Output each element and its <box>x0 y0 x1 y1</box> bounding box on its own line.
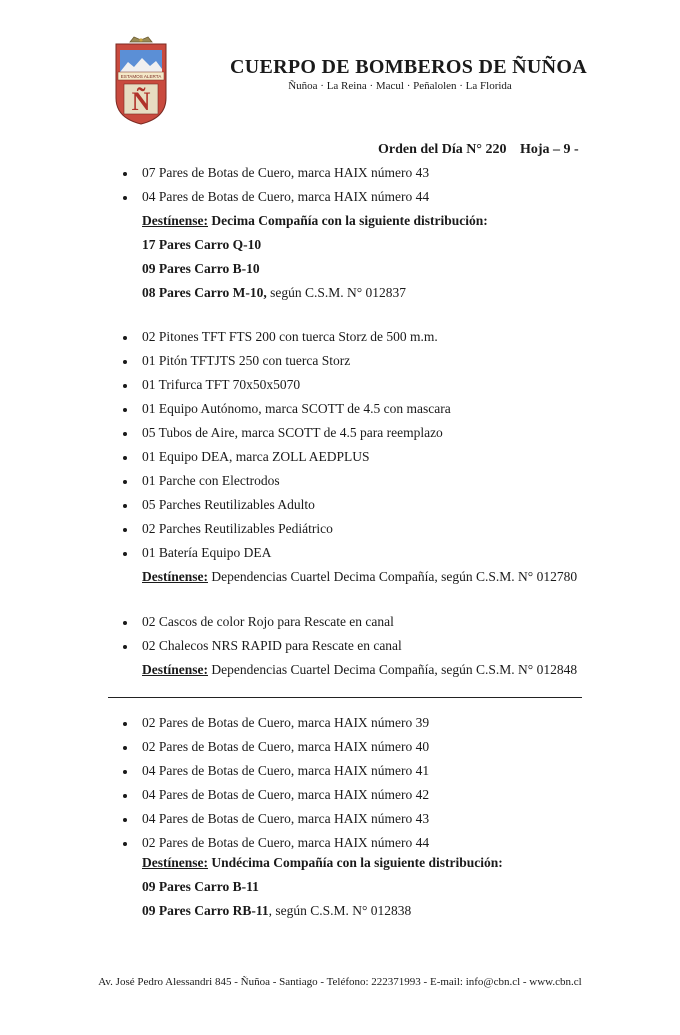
list-item: 01 Trifurca TFT 70x50x5070 <box>120 373 451 397</box>
sheet-number: Hoja – 9 - <box>520 142 579 157</box>
section1-item-list <box>120 161 429 209</box>
list-item: 07 Pares de Botas de Cuero, marca HAIX número 43 <box>120 161 429 185</box>
distribution-line: 09 Pares Carro B-10 <box>142 261 260 276</box>
list-item: 02 Pares de Botas de Cuero, marca HAIX número 40 <box>120 735 429 759</box>
distribution-line: 09 Pares Carro B-11 <box>142 879 259 894</box>
list-item: 02 Pitones TFT FTS 200 con tuerca Storz de 500 m.m. <box>120 325 451 349</box>
svg-text:Ñ: Ñ <box>131 87 151 116</box>
list-item: 01 Batería Equipo DEA <box>120 541 451 565</box>
distribution-rest: , según C.S.M. N° 012838 <box>268 903 412 918</box>
list-item: 01 Equipo Autónomo, marca SCOTT de 4.5 con mascara <box>120 397 451 421</box>
order-header <box>378 142 589 158</box>
distribution-line <box>142 899 612 923</box>
list-item: 05 Tubos de Aire, marca SCOTT de 4.5 para reemplazo <box>120 421 451 445</box>
destination-text: Dependencias Cuartel Decima Compañía, según C.S.M. N° 012780 <box>208 569 578 584</box>
list-item: 01 Parche con Electrodos <box>120 469 451 493</box>
destination-label: Destínense: <box>142 569 208 584</box>
destination-text: Dependencias Cuartel Decima Compañía, según C.S.M. N° 012848 <box>208 662 578 677</box>
destination-label: Destínense: <box>142 662 208 677</box>
svg-text:ESTAMOS ALERTA: ESTAMOS ALERTA <box>120 74 162 79</box>
section4-destination <box>142 851 612 923</box>
order-number: Orden del Día N° 220 <box>378 142 507 157</box>
destination-line <box>142 658 612 682</box>
destination-line <box>142 565 612 589</box>
distribution-line: 17 Pares Carro Q-10 <box>142 237 262 252</box>
list-item: 04 Pares de Botas de Cuero, marca HAIX número 41 <box>120 759 429 783</box>
footer-contact: Av. José Pedro Alessandri 845 - Ñuñoa - Santiago - Teléfono: 222371993 - E-mail: info@cbn.cl - www.cbn.cl <box>98 976 582 988</box>
organization-name: CUERPO DE BOMBEROS DE ÑUÑOA <box>230 56 588 78</box>
destination-label: Destínense: <box>142 855 208 870</box>
section1-destination <box>142 209 612 305</box>
destination-line <box>142 851 612 875</box>
fire-department-logo <box>112 36 170 126</box>
section2-item-list <box>120 325 451 565</box>
list-item: 02 Parches Reutilizables Pediátrico <box>120 517 451 541</box>
section3-item-list <box>120 610 402 658</box>
list-item: 02 Chalecos NRS RAPID para Rescate en canal <box>120 634 402 658</box>
destination-text: Undécima Compañía con la siguiente distribución: <box>208 855 503 870</box>
list-item: 02 Pares de Botas de Cuero, marca HAIX número 39 <box>120 711 429 735</box>
list-item: 04 Pares de Botas de Cuero, marca HAIX número 44 <box>120 185 429 209</box>
distribution-line <box>142 281 612 305</box>
destination-line <box>142 209 612 233</box>
list-item: 01 Equipo DEA, marca ZOLL AEDPLUS <box>120 445 451 469</box>
list-item: 05 Parches Reutilizables Adulto <box>120 493 451 517</box>
section4-item-list <box>120 711 429 855</box>
list-item: 04 Pares de Botas de Cuero, marca HAIX número 43 <box>120 807 429 831</box>
section-divider <box>108 697 582 698</box>
list-item: 02 Cascos de color Rojo para Rescate en canal <box>120 610 402 634</box>
section2-destination <box>142 565 612 589</box>
list-item: 04 Pares de Botas de Cuero, marca HAIX número 42 <box>120 783 429 807</box>
section3-destination <box>142 658 612 682</box>
communes-list: Ñuñoa · La Reina · Macul · Peñalolen · La Florida <box>288 80 512 92</box>
destination-label: Destínense: <box>142 213 208 228</box>
distribution-bold: 09 Pares Carro RB-11 <box>142 903 269 918</box>
distribution-bold: 08 Pares Carro M-10, <box>142 285 267 300</box>
destination-text: Decima Compañía con la siguiente distribución: <box>208 213 488 228</box>
list-item: 01 Pitón TFTJTS 250 con tuerca Storz <box>120 349 451 373</box>
distribution-rest: según C.S.M. N° 012837 <box>266 285 407 300</box>
list-item: 02 Pares de Botas de Cuero, marca HAIX número 44 <box>120 831 429 855</box>
